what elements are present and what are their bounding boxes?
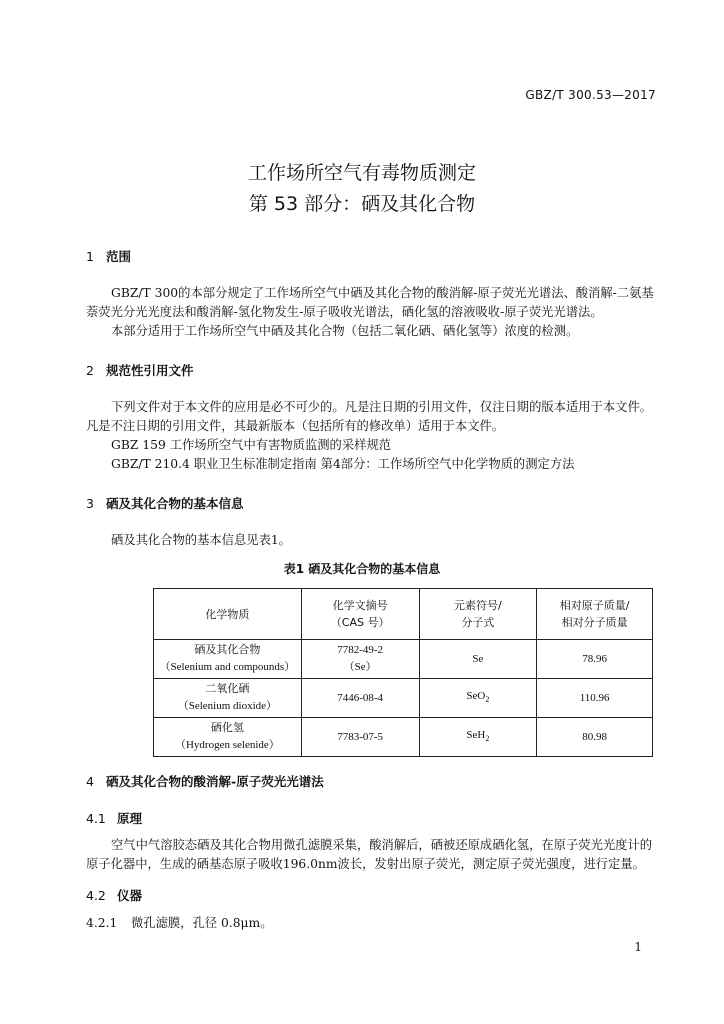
cas-number: 7446-08-4 xyxy=(301,679,419,718)
section-4-1-heading xyxy=(86,809,142,827)
document-title: 工作场所空气有毒物质测定 xyxy=(247,162,476,184)
section-2-heading xyxy=(86,361,194,379)
section-1-body xyxy=(86,284,658,341)
section-number: 1 xyxy=(86,249,94,264)
reference-item: GBZ/T 210.4 职业卫生标准制定指南 第4部分：工作场所空气中化学物质的测定方法 xyxy=(111,457,575,471)
page-number: 1 xyxy=(634,940,642,954)
selenium-info-table xyxy=(153,588,653,757)
section-number: 4 xyxy=(86,774,94,789)
section-number: 3 xyxy=(86,496,94,511)
section-3-body xyxy=(86,531,658,550)
table-caption: 表1 硒及其化合物的基本信息 xyxy=(283,562,441,576)
cas-number: 7782-49-2 （Se） xyxy=(301,640,419,679)
section-4-heading xyxy=(86,772,324,790)
section-number: 2 xyxy=(86,363,94,378)
section-4-2-1 xyxy=(86,914,658,933)
molar-mass: 78.96 xyxy=(537,640,653,679)
molar-mass: 110.96 xyxy=(537,679,653,718)
table-header-row xyxy=(154,589,653,640)
table-row xyxy=(154,640,653,679)
scope-paragraph: GBZ/T 300的本部分规定了工作场所空气中硒及其化合物的酸消解-原子荧光光谱法、酸消解-二氨基萘荧光分光光度法和酸消解-氢化物发生-原子吸收光谱法，硒化氢的溶液吸收-原子荧光光谱法。 xyxy=(86,286,654,319)
section-title: 仪器 xyxy=(117,888,143,903)
header-formula: 元素符号/ 分子式 xyxy=(419,589,537,640)
cas-number: 7783-07-5 xyxy=(301,718,419,757)
normative-intro: 下列文件对于本文件的应用是必不可少的。凡是注日期的引用文件，仅注日期的版本适用于本文件。凡是不注日期的引用文件，其最新版本（包括所有的修改单）适用于本文件。 xyxy=(86,400,653,433)
clause-text: 微孔滤膜，孔径 0.8μm。 xyxy=(131,916,273,930)
chemical-name: 硒化氢 （Hydrogen selenide） xyxy=(154,718,302,757)
table-reference: 硒及其化合物的基本信息见表1。 xyxy=(111,533,291,547)
formula: SeH$_2$ xyxy=(419,718,537,757)
reference-item: GBZ 159 工作场所空气中有害物质监测的采样规范 xyxy=(111,438,392,452)
section-4-2-heading xyxy=(86,886,142,904)
clause-number: 4.2.1 xyxy=(86,916,118,930)
section-title: 范围 xyxy=(106,249,132,264)
chemical-name: 硒及其化合物 （Selenium and compounds） xyxy=(154,640,302,679)
chemical-name: 二氧化硒 （Selenium dioxide） xyxy=(154,679,302,718)
header-chemical: 化学物质 xyxy=(154,589,302,640)
section-number: 4.2 xyxy=(86,888,106,903)
formula: SeO$_2$ xyxy=(419,679,537,718)
section-title: 硒及其化合物的酸消解-原子荧光光谱法 xyxy=(106,774,324,789)
section-number: 4.1 xyxy=(86,811,106,826)
section-title: 规范性引用文件 xyxy=(106,363,194,378)
document-subtitle: 第 53 部分：硒及其化合物 xyxy=(248,193,476,215)
section-3-heading xyxy=(86,494,244,512)
section-4-1-body xyxy=(86,836,658,874)
scope-applicability: 本部分适用于工作场所空气中硒及其化合物（包括二氧化硒、硒化氢等）浓度的检测。 xyxy=(111,324,579,338)
section-title: 硒及其化合物的基本信息 xyxy=(106,496,244,511)
formula: Se xyxy=(419,640,537,679)
molar-mass: 80.98 xyxy=(537,718,653,757)
principle-paragraph: 空气中气溶胶态硒及其化合物用微孔滤膜采集，酸消解后，硒被还原成硒化氢，在原子荧光光度计的原子化器中，生成的硒基态原子吸收196.0nm波长，发射出原子荧光，测定原子荧光强度，进行定量。 xyxy=(86,838,653,871)
table-row xyxy=(154,679,653,718)
standard-code: GBZ/T 300.53—2017 xyxy=(525,88,656,102)
header-mass: 相对原子质量/ 相对分子质量 xyxy=(537,589,653,640)
section-1-heading xyxy=(86,247,131,265)
section-title: 原理 xyxy=(117,811,143,826)
header-cas: 化学文摘号 （CAS 号） xyxy=(301,589,419,640)
section-2-body xyxy=(86,398,658,474)
table-row xyxy=(154,718,653,757)
